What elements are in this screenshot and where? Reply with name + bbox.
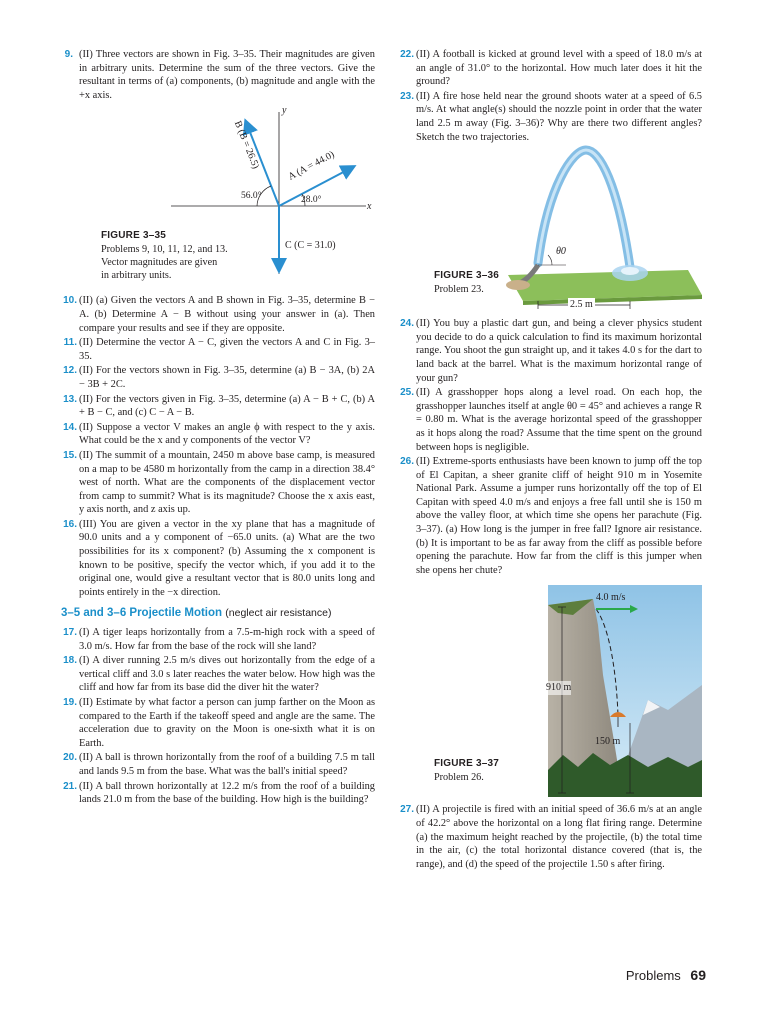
x-axis-label: x [367, 201, 372, 213]
problem-number: 25. [400, 387, 414, 399]
angle-b-label: 56.0° [241, 191, 262, 202]
problem-text: (I) A tiger leaps horizontally from a 7.5-m-high rock with a speed of 3.0 m/s. How far from the base of the rock will she land? [79, 627, 375, 652]
figure-3-35-caption [101, 229, 228, 282]
problem-number: 17. [63, 627, 77, 639]
problem-number: 16. [63, 518, 77, 530]
caption-line: in arbitrary units. [101, 269, 172, 281]
problem-number: 11. [63, 337, 77, 349]
problem-24 [398, 317, 702, 385]
shoe [506, 280, 530, 290]
problem-16 [61, 518, 375, 600]
page-footer [626, 967, 706, 983]
problem-text: (II) For the vectors shown in Fig. 3–35, determine (a) B − 3A, (b) 2A − 3B + 2C. [79, 365, 375, 390]
problem-text: (III) You are given a vector in the xy plane that has a magnitude of 90.0 units and a y component of −65.0 units. (a) What are the two possibilities for its x component? (b) Assuming the x component is known to be positive, specify the vector which, if you add it to the original one, would give a resultant vector that is 80.0 units long and points entirely in the −x direction. [79, 518, 375, 598]
problem-number: 24. [400, 318, 414, 330]
water-arc [538, 150, 630, 267]
problems-10-16 [61, 294, 375, 599]
problem-number: 12. [63, 365, 77, 377]
problem-number: 20. [63, 752, 77, 764]
caption-line: Problems 9, 10, 11, 12, and 13. [101, 243, 228, 255]
problem-20 [61, 751, 375, 778]
figure-label: FIGURE 3–35 [101, 230, 167, 242]
problem-22 [398, 48, 702, 89]
problem-number: 10. [63, 295, 77, 307]
problem-text: (I) A diver running 2.5 m/s dives out horizontally from the edge of a vertical cliff and 3.0 s later reaches the water below. How high was the cliff and how far from its base did the diver hit the water? [79, 655, 375, 694]
speed-label: 4.0 m/s [596, 592, 626, 604]
problem-number: 9. [64, 49, 73, 60]
caption-line: Vector magnitudes are given [101, 256, 218, 268]
problem-number: 18. [63, 655, 77, 667]
problem-17 [61, 626, 375, 653]
problem-text: (II) A ball thrown horizontally at 12.2 m/s from the roof of a building lands 21.0 m from the base of the building. How high is the building? [79, 780, 375, 806]
problem-14 [61, 421, 375, 448]
problem-number: 19. [63, 697, 77, 708]
problem-text: (II) A projectile is fired with an initial speed of 36.6 m/s at an angle of 42.2° above the horizontal on a long flat firing range. Determine (a) the maximum height reached by the projectile, (b) the total time in the air, (c) the total horizontal distance covered (that is, the range), and (d) the speed of the projectile 1.50 s after firing. [416, 804, 702, 870]
problem-text: (II) You buy a plastic dart gun, and being a clever physics student you decide to do a quick calculation to find its maximum horizontal range. You shoot the gun straight up, and it takes 4.0 s for the dart to land back at the barrel. What is the maximum horizontal range of your gun? [416, 318, 702, 384]
problem-text: (II) Three vectors are shown in Fig. 3–35. Their magnitudes are given in arbitrary units. Determine the sum of the three vectors. Give the resultant in terms of (a) components, (b) magnitude and angle with the +x axis. [79, 49, 375, 101]
problem-number: 15. [63, 449, 77, 461]
caption-text: Problem 26. [434, 772, 484, 784]
caption-text: Problem 23. [434, 283, 484, 295]
problem-number: 23. [400, 90, 414, 102]
y-axis-label: y [282, 105, 287, 117]
problem-10 [61, 294, 375, 335]
figure-label: FIGURE 3–36 [434, 270, 500, 282]
problem-25 [398, 386, 702, 454]
right-column [398, 48, 702, 872]
angle-a-label: 28.0° [301, 195, 322, 206]
problem-18 [61, 654, 375, 695]
problem-number: 13. [63, 393, 77, 405]
problem-23 [398, 90, 702, 144]
problem-11 [61, 336, 375, 363]
problem-number: 21. [63, 780, 77, 792]
vector-a-label: A (A = 44.0) [286, 149, 337, 183]
problem-text: (II) Suppose a vector V makes an angle ϕ with respect to the y axis. What could be the x and y components of the vector V? [79, 421, 375, 447]
problem-26 [398, 455, 702, 577]
problem-number: 14. [63, 421, 77, 433]
section-title: 3–5 and 3–6 Projectile Motion [61, 607, 223, 620]
problem-text: (II) Extreme-sports enthusiasts have been known to jump off the top of El Capitan, a sheer granite cliff of height 910 m in Yosemite National Park. Assume a jumper runs horizontally off the top of El Capitan with speed 4.0 m/s and enjoys a free fall until she is 150 m above the valley floor, at which time she opens her parachute (Fig. 3–37). (a) How long is the jumper in free fall? Ignore air resistance. (b) It is important to be as far away from the cliff as possible before opening the parachute. How far from the cliff is this jumper when she opens her chute? [416, 456, 702, 576]
chute-height-label: 150 m [595, 736, 621, 748]
section-subtitle: (neglect air resistance) [225, 607, 332, 620]
height-label: 910 m [546, 682, 572, 694]
figure-label: FIGURE 3–37 [434, 758, 500, 770]
problem-text: (II) Estimate by what factor a person can jump farther on the Moon as compared to the Earth if the takeoff speed and angle are the same. The acceleration due to gravity on the Moon is one-sixth what it is on Earth. [79, 697, 375, 749]
problem-text: (II) The summit of a mountain, 2450 m above base camp, is measured on a map to be 4580 m horizontally from the camp in a direction 38.4° west of north. What are the components of the displacement vector from camp to summit? What is its magnitude? Choose the x axis east, y axis north, and z axis up. [79, 449, 375, 516]
problem-number: 22. [400, 49, 414, 60]
figure-3-36 [398, 145, 702, 317]
problem-19 [61, 696, 375, 750]
problem-text: (II) A football is kicked at ground level with a speed of 18.0 m/s at an angle of 31.0° to the horizontal. How much later does it hit the ground? [416, 49, 702, 88]
problem-number: 27. [400, 804, 414, 816]
problem-text: (II) (a) Given the vectors A and B shown in Fig. 3–35, determine B − A. (b) Determine A − B without using your answer in (a). Then compare your results and see if they are opposite. [79, 295, 375, 334]
problem-15 [61, 449, 375, 517]
theta-label: θ0 [556, 246, 566, 258]
left-column [61, 48, 375, 808]
problem-13 [61, 393, 375, 420]
figure-3-35 [61, 104, 375, 282]
problem-text: (II) Determine the vector A − C, given the vectors A and C in Fig. 3–35. [79, 337, 375, 362]
problem-text: (II) A ball is thrown horizontally from the roof of a building 7.5 m tall and lands 9.5 m from the base. What was the ball's initial speed? [79, 752, 375, 777]
distance-label: 2.5 m [570, 299, 593, 311]
vector-b-label: B (B = 26.5) [231, 119, 262, 171]
problem-21 [61, 780, 375, 807]
vector-c-label: C (C = 31.0) [285, 240, 336, 252]
figure-3-37-caption [434, 757, 499, 784]
problem-number: 26. [400, 456, 414, 468]
figure-3-36-caption [434, 269, 499, 296]
page-number: 69 [690, 967, 706, 983]
problem-12 [61, 364, 375, 391]
figure-3-37 [398, 585, 702, 797]
problem-9 [61, 48, 375, 102]
section-heading [61, 607, 375, 621]
problem-27 [398, 803, 702, 871]
problem-text: (II) A grasshopper hops along a level road. On each hop, the grasshopper launches itself at angle θ0 = 45° and achieves a range R = 0.80 m. What is the average horizontal speed of the grasshopper as it hops along the road? Assume that the time spent on the ground between hops is negligible. [416, 387, 702, 453]
problem-text: (II) A fire hose held near the ground shoots water at a speed of 6.5 m/s. At what angle(s) should the nozzle point in order that the water land 2.5 m away (Fig. 3–36)? Why are there two different angles? Sketch the two trajectories. [416, 90, 702, 143]
problem-text: (II) For the vectors given in Fig. 3–35, determine (a) A − B + C, (b) A + B − C, and (c) C − A − B. [79, 393, 375, 419]
footer-label: Problems [625, 968, 681, 983]
